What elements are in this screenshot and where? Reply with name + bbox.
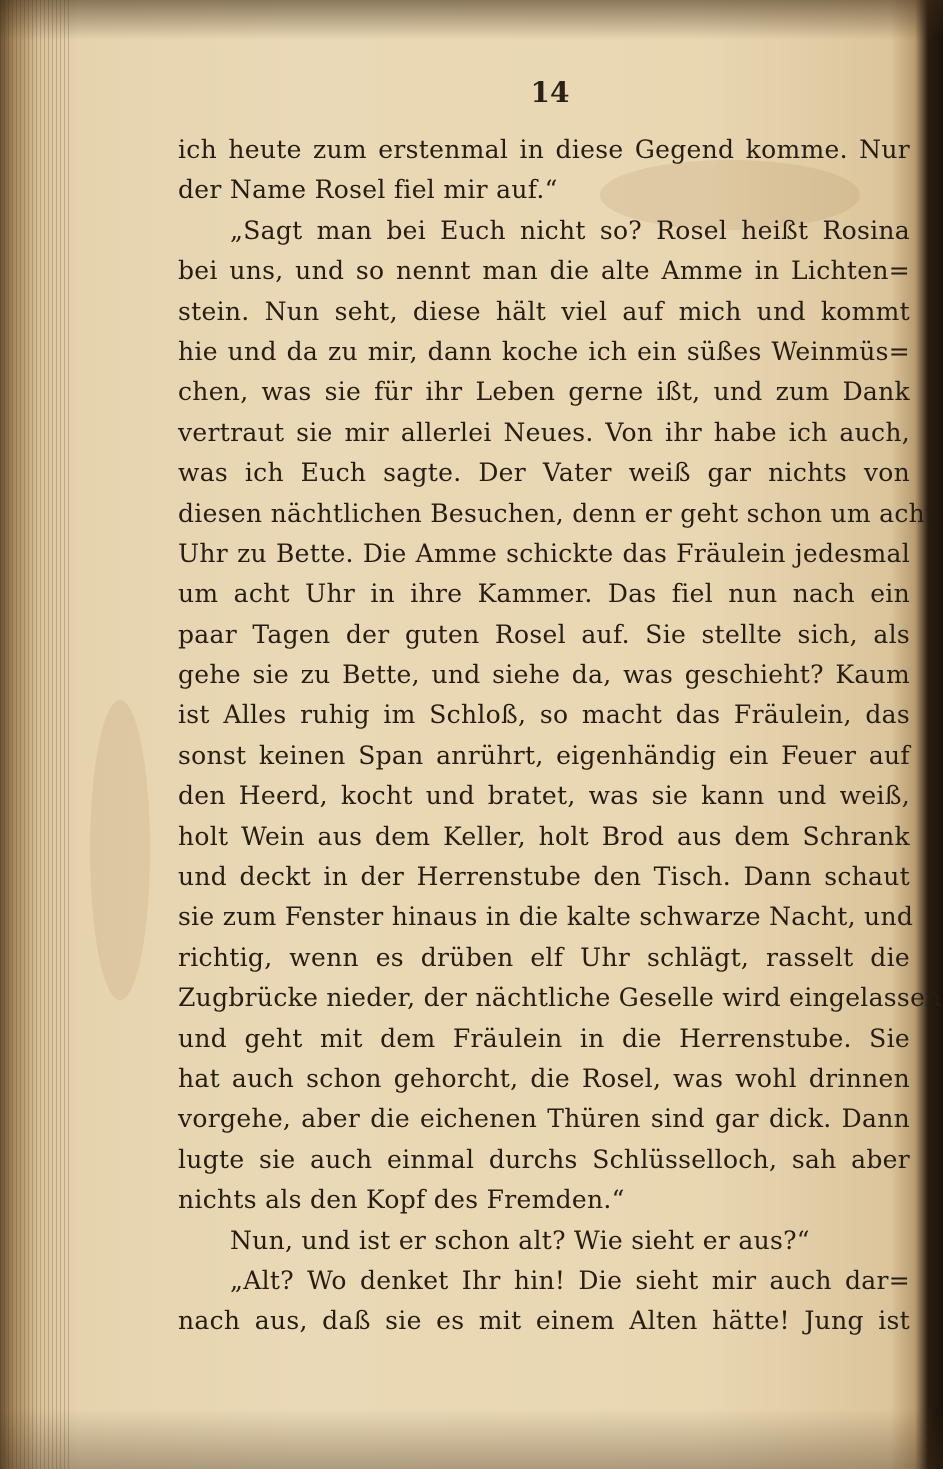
page-number: 14: [530, 76, 570, 109]
text-line: was ich Euch sagte. Der Vater weiß gar nichts von: [178, 458, 910, 488]
text-line: sie zum Fenster hinaus in die kalte schwarze Nacht, und: [178, 902, 914, 932]
text-line: „Alt? Wo denket Ihr hin! Die sieht mir auch dar=: [230, 1265, 910, 1295]
text-line: holt Wein aus dem Keller, holt Brod aus dem Schrank: [178, 821, 910, 851]
text-line: „Sagt man bei Euch nicht so? Rosel heißt Rosina: [230, 215, 910, 245]
text-line: Zugbrücke nieder, der nächtliche Geselle wird eingelassen: [178, 983, 942, 1013]
text-line: ich heute zum erstenmal in diese Gegend komme. Nur: [178, 135, 910, 164]
text-line: chen, was sie für ihr Leben gerne ißt, und zum Dank: [178, 377, 910, 407]
text-line: den Heerd, kocht und bratet, was sie kann und weiß,: [178, 781, 910, 811]
text-line: um acht Uhr in ihre Kammer. Das fiel nun nach ein: [178, 579, 910, 609]
text-line: diesen nächtlichen Besuchen, denn er geht schon um acht: [178, 498, 936, 528]
text-line: Uhr zu Bette. Die Amme schickte das Fräulein jedesmal: [178, 538, 910, 568]
text-line: und deckt in der Herrenstube den Tisch. Dann schaut: [178, 862, 910, 892]
book-gutter: [0, 0, 70, 1469]
text-line: lugte sie auch einmal durchs Schlüsselloch, sah aber: [178, 1144, 910, 1174]
page-body-text: [178, 130, 942, 1342]
text-line: bei uns, und so nennt man die alte Amme in Lichten=: [178, 256, 910, 286]
page-top-shadow: [0, 0, 943, 40]
text-line: und geht mit dem Fräulein in die Herrenstube. Sie: [178, 1023, 910, 1053]
text-line: der Name Rosel fiel mir auf.“: [178, 175, 558, 205]
text-line: nach aus, daß sie es mit einem Alten hätte! Jung ist: [178, 1306, 910, 1336]
page-bottom-shadow: [0, 1409, 943, 1469]
text-line: stein. Nun seht, diese hält viel auf mich und kommt: [178, 296, 910, 326]
text-line: hat auch schon gehorcht, die Rosel, was wohl drinnen: [178, 1063, 910, 1093]
text-line: richtig, wenn es drüben elf Uhr schlägt, rasselt die: [178, 942, 910, 972]
text-line: vertraut sie mir allerlei Neues. Von ihr habe ich auch,: [178, 417, 910, 447]
text-line: paar Tagen der guten Rosel auf. Sie stellte sich, als: [178, 619, 910, 649]
text-line: vorgehe, aber die eichenen Thüren sind gar dick. Dann: [178, 1104, 910, 1134]
text-line: ist Alles ruhig im Schloß, so macht das Fräulein, das: [178, 700, 910, 730]
text-line: hie und da zu mir, dann koche ich ein süßes Weinmüs=: [178, 336, 910, 366]
paper-stain: [90, 700, 150, 1000]
text-line: nichts als den Kopf des Fremden.“: [178, 1185, 625, 1215]
text-line: Nun, und ist er schon alt? Wie sieht er aus?“: [230, 1225, 810, 1255]
text-line: gehe sie zu Bette, und siehe da, was geschieht? Kaum: [178, 660, 910, 690]
text-line: sonst keinen Span anrührt, eigenhändig ein Feuer auf: [178, 740, 910, 770]
